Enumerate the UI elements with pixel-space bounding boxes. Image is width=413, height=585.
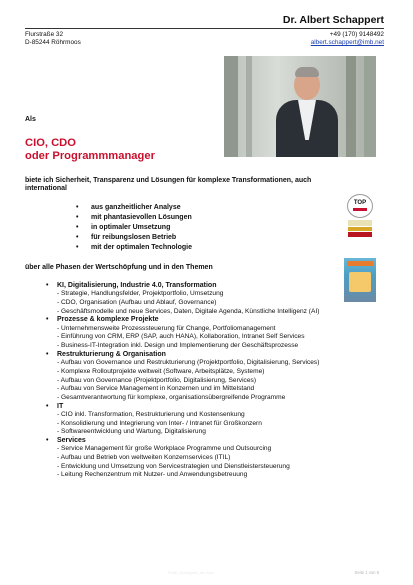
category-restrukturierung: [46, 351, 366, 403]
page-number: Seite 1 von 8: [354, 570, 379, 575]
category-title: • IT: [57, 402, 64, 410]
footer-filename: Profil_Schappert_de.docx: [168, 570, 214, 575]
address-city: D-85244 Röhrmoos: [25, 39, 81, 46]
topic-categories: [46, 282, 366, 480]
category-item: - Aufbau von Governance und Restrukturierung (Projektportfolio, Digitalisierung, Services): [57, 359, 366, 368]
category-item: - CDO, Organisation (Aufbau und Ablauf, Governance): [57, 299, 366, 308]
category-item: - Aufbau von Service Management in Konzernen und im Mittelstand: [57, 385, 366, 394]
category-services: [46, 437, 366, 480]
category-item: - Gesamtverantwortung für komplexe, organisationsübergreifende Programme: [57, 394, 366, 403]
category-it: [46, 403, 366, 437]
email-link[interactable]: albert.schappert@imb.net: [310, 39, 384, 46]
feature-item: • mit der optimalen Technologie: [76, 243, 192, 253]
top-seal: TOP: [347, 194, 373, 218]
address-street: Flurstraße 32: [25, 31, 64, 38]
feature-item: • für reibungslosen Betrieb: [76, 233, 192, 243]
category-item: - Unternehmensweite Prozesssteuerung für Change, Portfoliomanagement: [57, 325, 366, 334]
header-divider: [25, 28, 384, 29]
feature-item: • mit phantasievollen Lösungen: [76, 213, 192, 223]
category-item: - Service Management für große Workplace Programme und Outsourcing: [57, 445, 366, 454]
role-title-line-2: oder Programmmanager: [25, 150, 155, 162]
top-award-badge: [346, 194, 374, 238]
category-item: - Business-IT-Integration inkl. Design und Implementierung der Geschäftsprozesse: [57, 342, 366, 351]
category-item: - Geschäftsmodelle und neue Services, Daten, Digitale Agenda, Künstliche Intelligenz (AI): [57, 308, 366, 317]
category-prozesse: [46, 316, 366, 350]
intro-text: biete ich Sicherheit, Transparenz und Lösungen für komplexe Transformationen, auch international: [25, 177, 312, 193]
category-title: • Services: [57, 437, 86, 445]
feature-item: • aus ganzheitlicher Analyse: [76, 203, 192, 213]
phone-number: +49 (170) 9148492: [329, 31, 384, 38]
category-item: - CIO inkl. Transformation, Restrukturierung und Kostensenkung: [57, 411, 366, 420]
header-name: Dr. Albert Schappert: [282, 14, 384, 26]
feature-item: • in optimaler Umsetzung: [76, 223, 192, 233]
portrait-photo: [224, 56, 376, 157]
als-label: Als: [25, 116, 36, 123]
category-item: - Softwareentwicklung und Wartung, Digitalisierung: [57, 428, 366, 437]
category-item: - Entwicklung und Umsetzung von Servicestrategien und Dienstleistersteuerung: [57, 463, 366, 472]
phases-heading: über alle Phasen der Wertschöpfung und in den Themen: [25, 264, 213, 271]
category-item: - Aufbau und Betrieb von weltweiten Konzernservices (ITIL): [57, 454, 366, 463]
category-item: - Strategie, Handlungsfelder, Projektportfolio, Umsetzung: [57, 290, 366, 299]
category-title: • Restrukturierung & Organisation: [57, 350, 166, 358]
address-block: [25, 31, 81, 47]
role-title: [25, 137, 155, 163]
category-ki-digitalisierung: [46, 282, 366, 316]
category-item: - Leitung Rechenzentrum mit Nutzer- und Anwendungsbetreuung: [57, 471, 366, 480]
category-item: - Komplexe Rolloutprojekte weltweit (Software, Arbeitsplätze, Systeme): [57, 368, 366, 377]
category-item: - Einführung von CRM, ERP (SAP, auch HANA), Kollaboration, Intranet Self Services: [57, 333, 366, 342]
category-item: - Aufbau von Governance (Projektportfolio, Digitalisierung, Services): [57, 377, 366, 386]
role-title-line-1: CIO, CDO: [25, 137, 76, 149]
contact-block: [311, 31, 384, 47]
category-title: • Prozesse & komplexe Projekte: [57, 316, 159, 324]
category-title: • KI, Digitalisierung, Industrie 4.0, Transformation: [57, 282, 217, 289]
category-item: - Konsolidierung und Integrierung von Inter- / Intranet für Großkonzern: [57, 420, 366, 429]
feature-list: [76, 203, 192, 253]
